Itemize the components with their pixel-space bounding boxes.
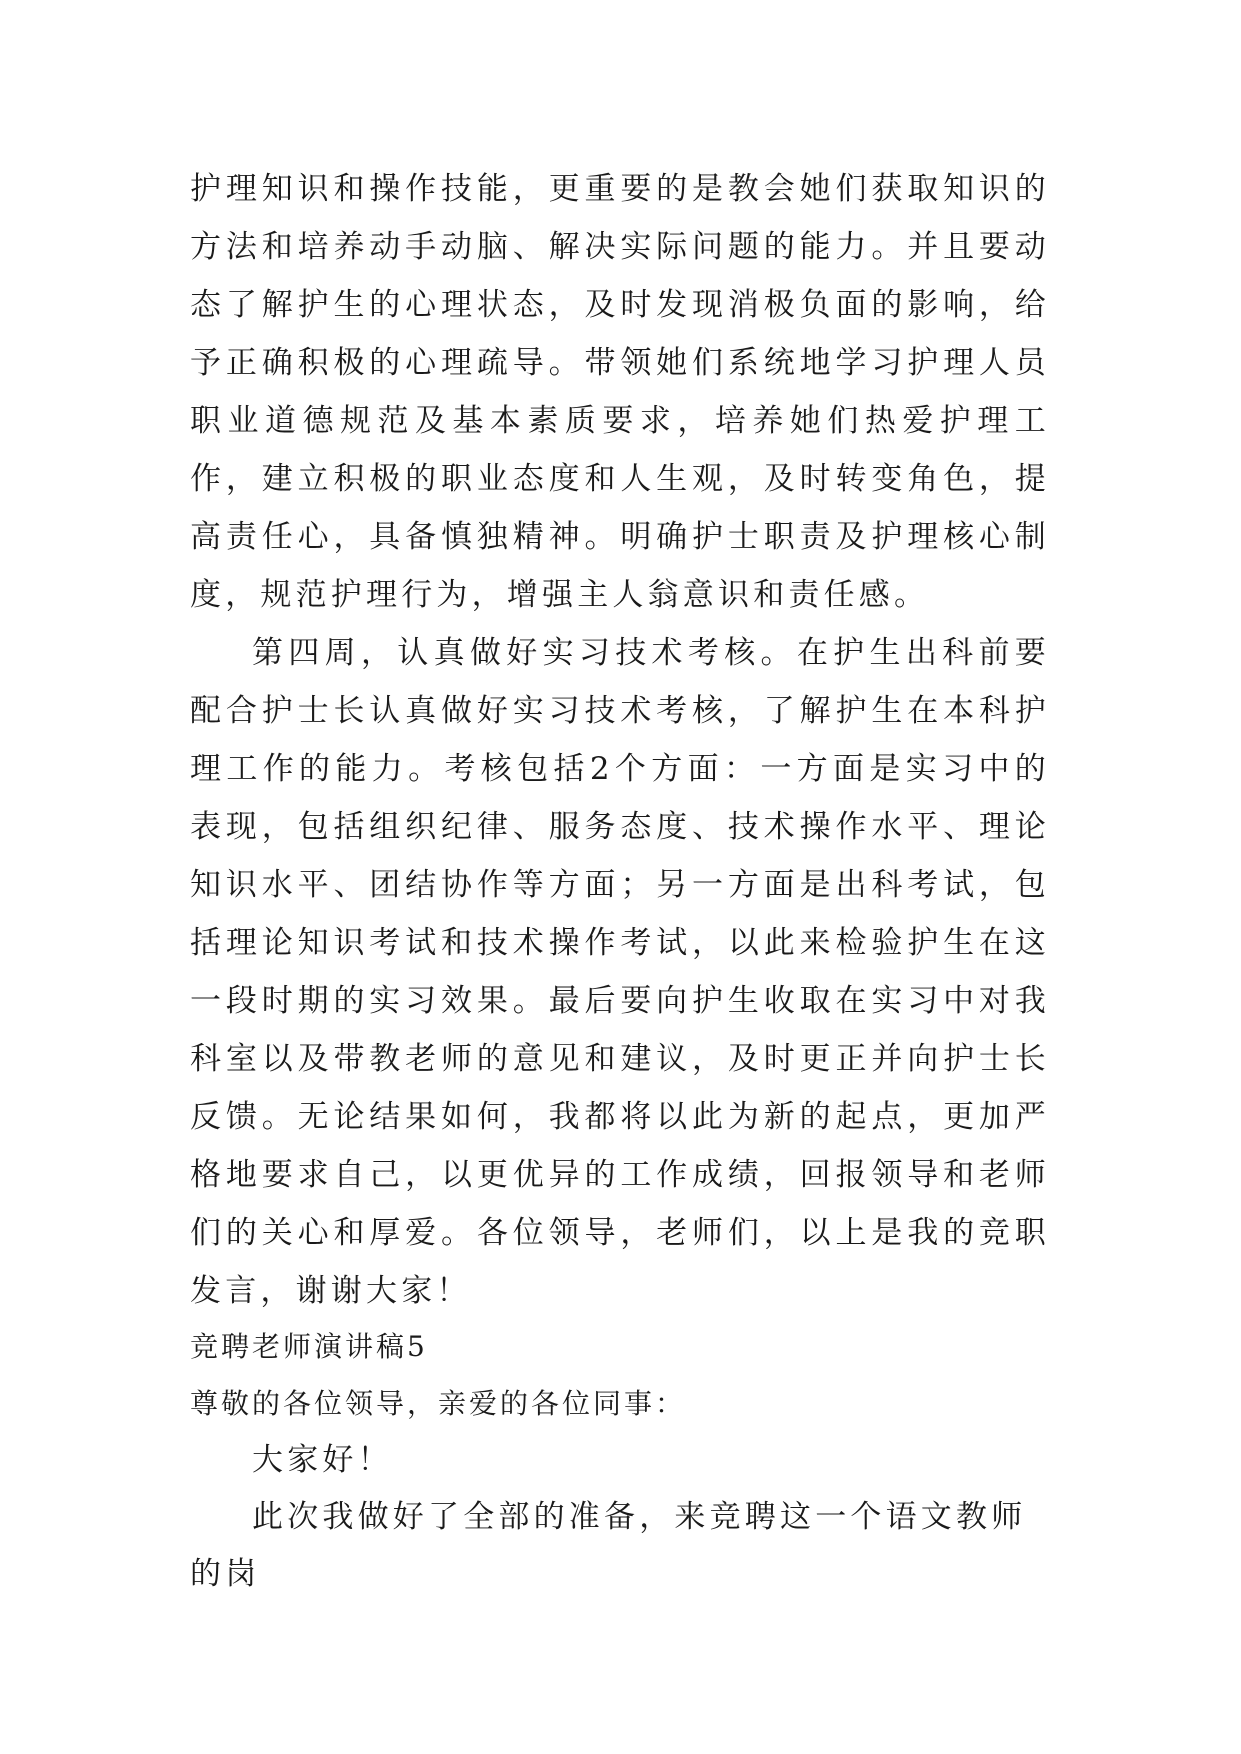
section-title: 竞聘老师演讲稿5 bbox=[190, 1330, 428, 1363]
paragraph-continuation: 护理知识和操作技能，更重要的是教会她们获取知识的方法和培养动手动脑、解决实际问题的能力。并且要动态了解护生的心理状态，及时发现消极负面的影响，给予正确积极的心理疏导。带领她们系统地学习护理人员职业道德规范及基本素质要求，培养她们热爱护理工作，建立积极的职业态度和人生观，及时转变角色，提高责任心，具备慎独精神。明确护士职责及护理核心制度，规范护理行为，增强主人翁意识和责任感。 bbox=[190, 171, 1050, 613]
speech-five-section bbox=[190, 1318, 1050, 1603]
paragraph-week-four: 第四周，认真做好实习技术考核。在护生出科前要配合护士长认真做好实习技术考核，了解护生在本科护理工作的能力。考核包括2个方面：一方面是实习中的表现，包括组织纪律、服务态度、技术操作水平、理论知识水平、团结协作等方面；另一方面是出科考试，包括理论知识考试和技术操作考试，以此来检验护生在这一段时期的实习效果。最后要向护生收取在实习中对我科室以及带教老师的意见和建议，及时更正并向护士长反馈。无论结果如何，我都将以此为新的起点，更加严格地要求自己，以更优异的工作成绩，回报领导和老师们的关心和厚爱。各位领导，老师们，以上是我的竞职发言，谢谢大家！ bbox=[190, 635, 1050, 1309]
greeting: 大家好！ bbox=[252, 1442, 393, 1478]
document-body bbox=[190, 160, 1050, 1320]
paragraph-opening: 此次我做好了全部的准备，来竞聘这一个语文教师的岗 bbox=[190, 1499, 1027, 1592]
salutation: 尊敬的各位领导，亲爱的各位同事： bbox=[190, 1387, 687, 1420]
